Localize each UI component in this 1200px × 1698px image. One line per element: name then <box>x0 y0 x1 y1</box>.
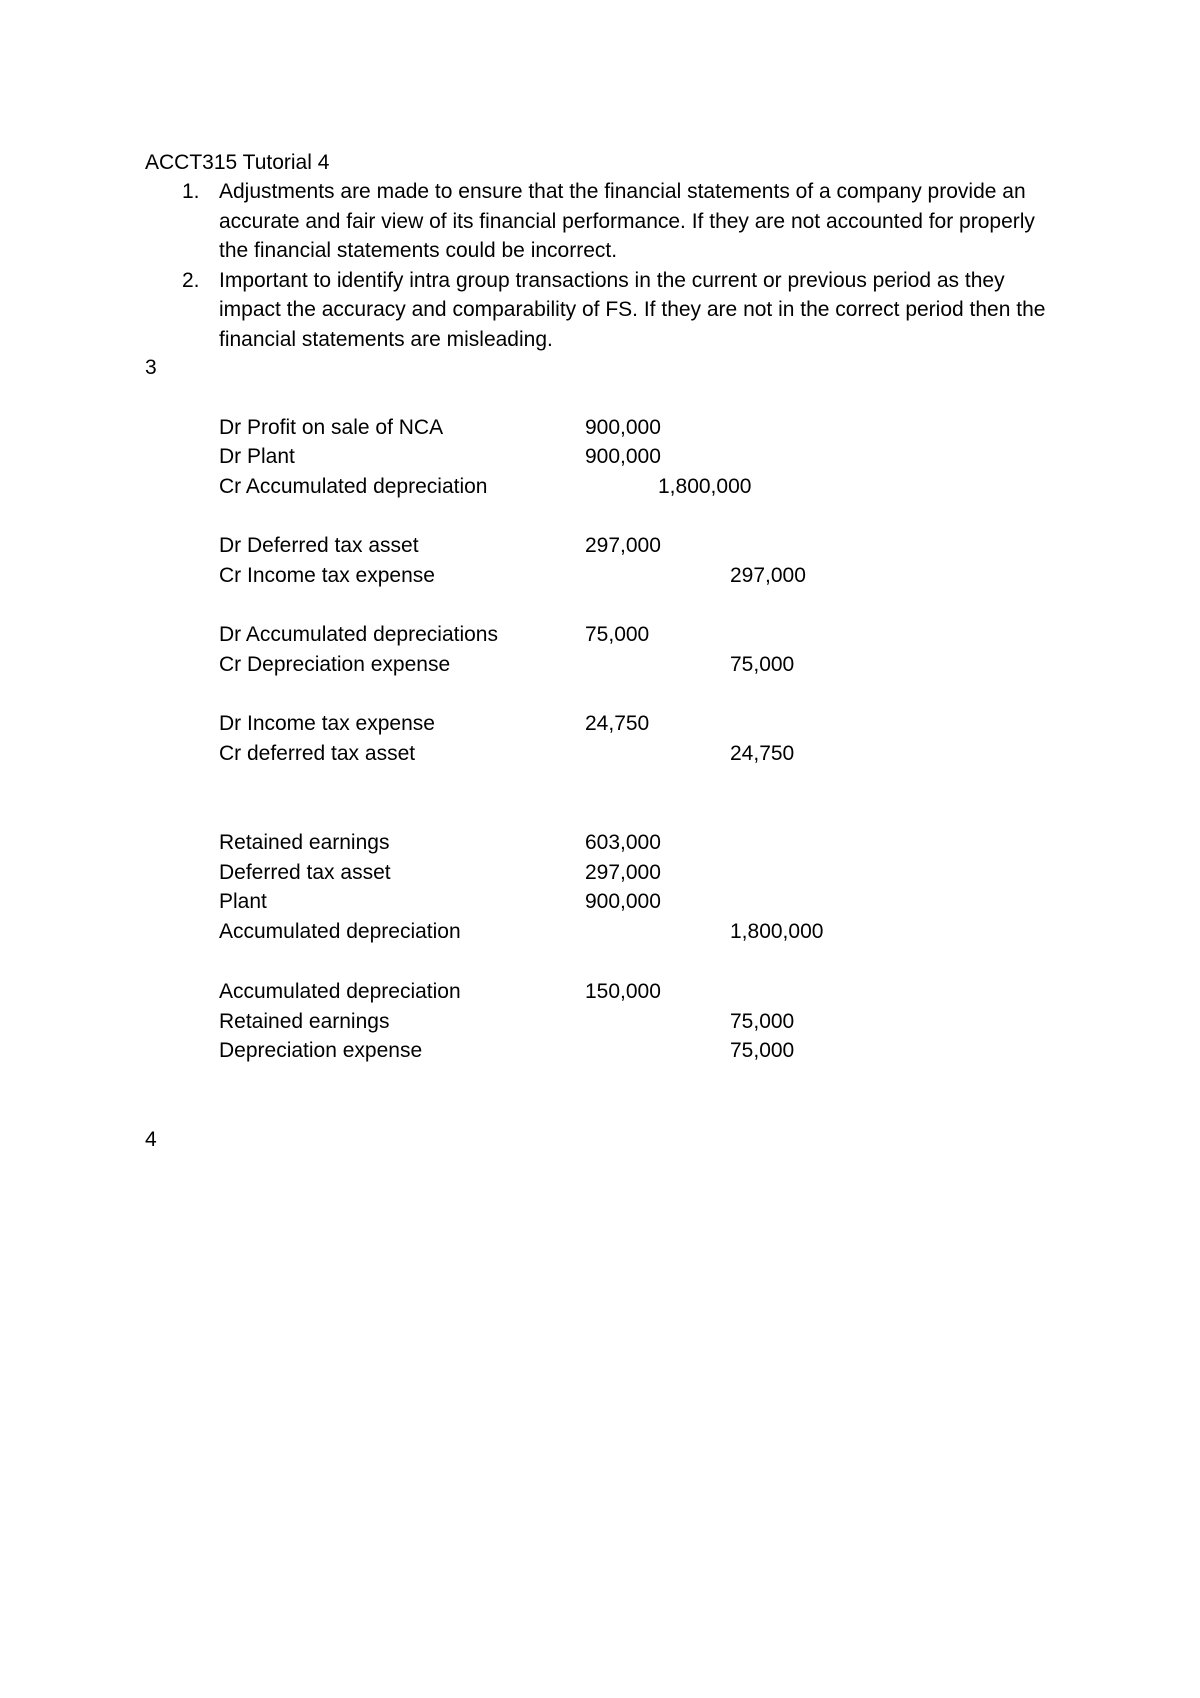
answer-item <box>145 177 1065 266</box>
account-name: Plant <box>219 890 267 913</box>
answer-text: Adjustments are made to ensure that the financial statements of a company provide an accurate and fair view of its financial performance. If they are not accounted for properly the financial statements could be incorrect. <box>219 180 1035 262</box>
journal-row <box>219 739 1019 769</box>
account-name: Retained earnings <box>219 1010 390 1033</box>
account-name: Cr Depreciation expense <box>219 653 451 676</box>
account-name: Retained earnings <box>219 831 390 854</box>
debit-amount: 900,000 <box>585 416 661 439</box>
credit-amount: 297,000 <box>730 564 806 587</box>
journal-row <box>219 620 1019 650</box>
journal-row <box>219 977 1019 1007</box>
account-name: Deferred tax asset <box>219 861 391 884</box>
account-name: Cr deferred tax asset <box>219 742 416 765</box>
credit-amount: 75,000 <box>730 1039 795 1062</box>
credit-amount: 1,800,000 <box>730 920 824 943</box>
debit-amount: 297,000 <box>585 861 661 884</box>
credit-amount: 1,800,000 <box>658 475 752 498</box>
answer-list <box>145 177 1065 354</box>
journal-row <box>219 1007 1019 1037</box>
question-3-label: 3 <box>145 356 157 379</box>
journal-row <box>219 472 1019 502</box>
credit-amount: 75,000 <box>730 653 795 676</box>
debit-amount: 900,000 <box>585 445 661 468</box>
answer-item <box>145 266 1065 355</box>
journal-row <box>219 828 1019 858</box>
credit-amount: 24,750 <box>730 742 795 765</box>
journal-row <box>219 413 1019 443</box>
answer-text: Important to identify intra group transactions in the current or previous period as they impact the accuracy and comparability of FS. If they are not in the correct period then the financial statements are misleading. <box>219 268 1046 351</box>
account-name: Dr Accumulated depreciations <box>219 623 498 646</box>
answer-number: 1. <box>182 180 200 203</box>
journal-row <box>219 531 1019 561</box>
journal-row <box>219 1036 1019 1066</box>
debit-amount: 75,000 <box>585 623 650 646</box>
account-name: Dr Profit on sale of NCA <box>219 416 444 439</box>
account-name: Cr Income tax expense <box>219 564 435 587</box>
document-title: ACCT315 Tutorial 4 <box>145 151 330 174</box>
account-name: Cr Accumulated depreciation <box>219 475 488 498</box>
journal-row <box>219 650 1019 680</box>
debit-amount: 24,750 <box>585 712 650 735</box>
answer-number: 2. <box>182 268 200 292</box>
journal-row <box>219 709 1019 739</box>
journal-row <box>219 561 1019 591</box>
journal-row <box>219 858 1019 888</box>
account-name: Depreciation expense <box>219 1039 423 1062</box>
account-name: Accumulated depreciation <box>219 980 461 1003</box>
journal-row <box>219 442 1019 472</box>
question-4-label: 4 <box>145 1128 157 1151</box>
debit-amount: 603,000 <box>585 831 661 854</box>
journal-row <box>219 887 1019 917</box>
debit-amount: 297,000 <box>585 534 661 557</box>
account-name: Dr Deferred tax asset <box>219 534 419 557</box>
credit-amount: 75,000 <box>730 1010 795 1033</box>
debit-amount: 150,000 <box>585 980 661 1003</box>
account-name: Accumulated depreciation <box>219 920 461 943</box>
account-name: Dr Plant <box>219 445 295 468</box>
debit-amount: 900,000 <box>585 890 661 913</box>
account-name: Dr Income tax expense <box>219 712 435 735</box>
journal-row <box>219 917 1019 947</box>
